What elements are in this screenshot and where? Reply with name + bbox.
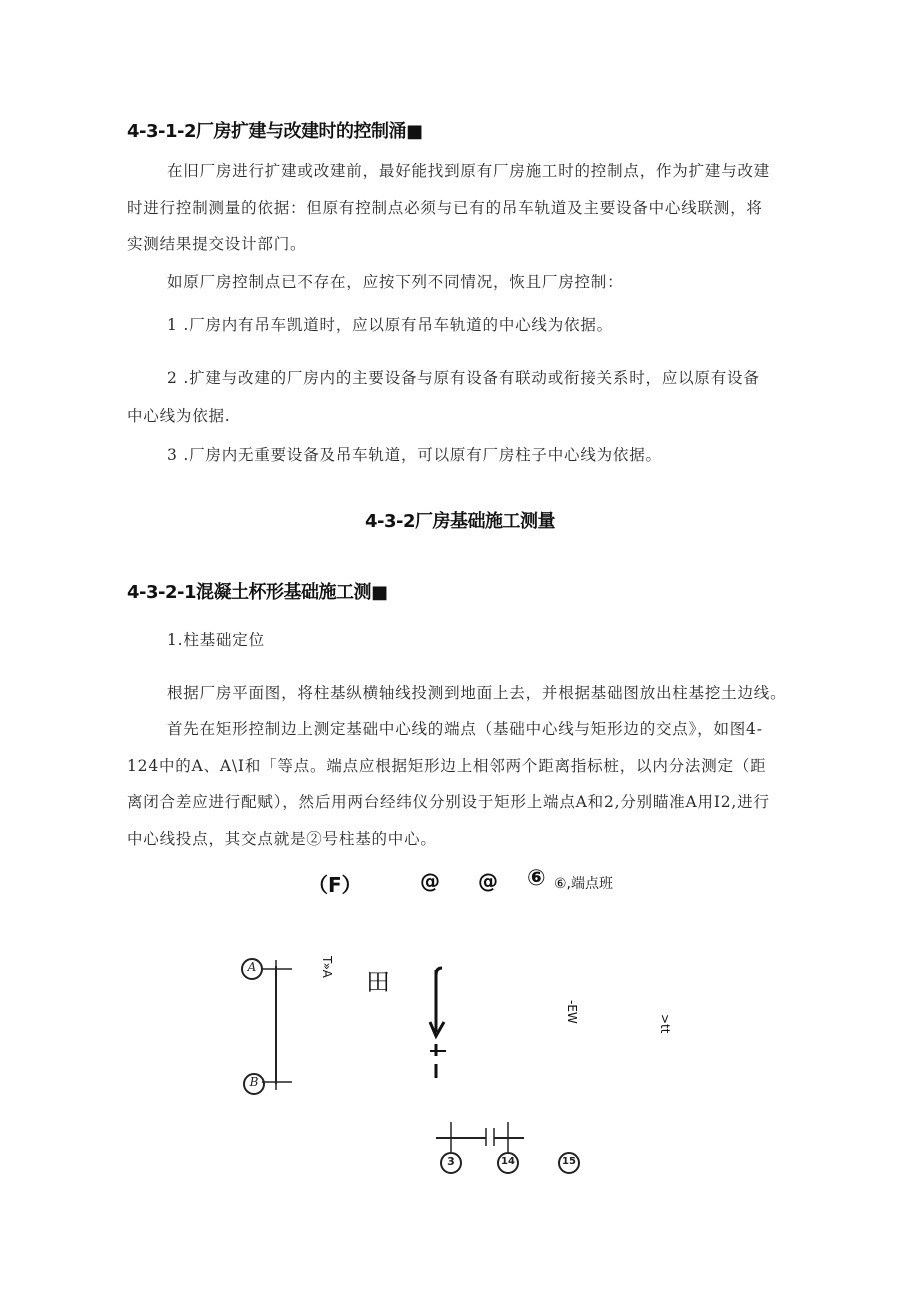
- figure-label-endpoint: ⑥,端点班: [554, 876, 614, 892]
- list-item-1: 1 .厂房内有吊车凯道时，应以原有吊车轨道的中心线为依据。: [167, 316, 613, 334]
- circle-label-b: B: [249, 1075, 259, 1089]
- figure-text-tian: 田: [366, 968, 390, 996]
- section-heading-4321: 4-3-2-1混凝土杯形基础施工测■: [127, 582, 388, 603]
- figure-label-f: （F）: [308, 873, 362, 897]
- paragraph-line: 首先在矩形控制边上测定基础中心线的端点（基础中心线与矩形边的交点》，如图4-: [167, 720, 763, 738]
- figure-label-6: ⑥: [527, 866, 546, 891]
- paragraph-line: 124中的A、A\I和「等点。端点应根据矩形边上相邻两个距离指标桩，以内分法测定（距: [127, 757, 767, 775]
- paragraph-line: 中心线投点，其交点就是②号柱基的中心。: [127, 830, 437, 848]
- list-item-3: 3 .厂房内无重要设备及吊车轨道，可以原有厂房柱子中心线为依据。: [167, 446, 662, 464]
- figure-label-at: @: [478, 869, 498, 893]
- circle-label-a: A: [247, 960, 257, 974]
- paragraph-line: 在旧厂房进行扩建或改建前，最好能找到原有厂房施工时的控制点，作为扩建与改建: [167, 162, 771, 180]
- circle-label-3: 3: [447, 1155, 455, 1168]
- circle-label-15: 15: [562, 1156, 576, 1167]
- figure-text-tt: >tt: [658, 1014, 672, 1034]
- paragraph-line: 根据厂房平面图，将柱基纵横轴线投测到地面上去，并根据基础图放出柱基挖土边线。: [167, 684, 787, 702]
- paragraph-line: 实测结果提交设计部门。: [127, 235, 307, 253]
- paragraph-line: 时进行控制测量的依据：但原有控制点必须与已有的吊车轨道及主要设备中心线联测，将: [127, 199, 763, 217]
- figure-label-at: @: [420, 869, 440, 893]
- subsection-title: 1.柱基础定位: [167, 631, 265, 649]
- figure-text-tna: T»A: [320, 956, 334, 978]
- figure-text-ew: -EW: [565, 1000, 579, 1024]
- list-item-2: 2 .扩建与改建的厂房内的主要设备与原有设备有联动或衔接关系时，应以原有设备: [167, 369, 760, 387]
- section-heading-432: 4-3-2厂房基础施工测量: [364, 511, 555, 532]
- paragraph-line: 如原厂房控制点已不存在，应按下列不同情况，恢且厂房控制：: [167, 273, 624, 291]
- paragraph-line: 离闭合差应进行配赋），然后用两台经纬仪分别设于矩形上端点A和2,分别瞄准A用I2,进行: [127, 793, 770, 811]
- circle-label-14: 14: [501, 1156, 515, 1167]
- list-item-2-continued: 中心线为依据.: [127, 407, 231, 425]
- section-heading-4312: 4-3-1-2厂房扩建与改建时的控制涌■: [127, 121, 423, 142]
